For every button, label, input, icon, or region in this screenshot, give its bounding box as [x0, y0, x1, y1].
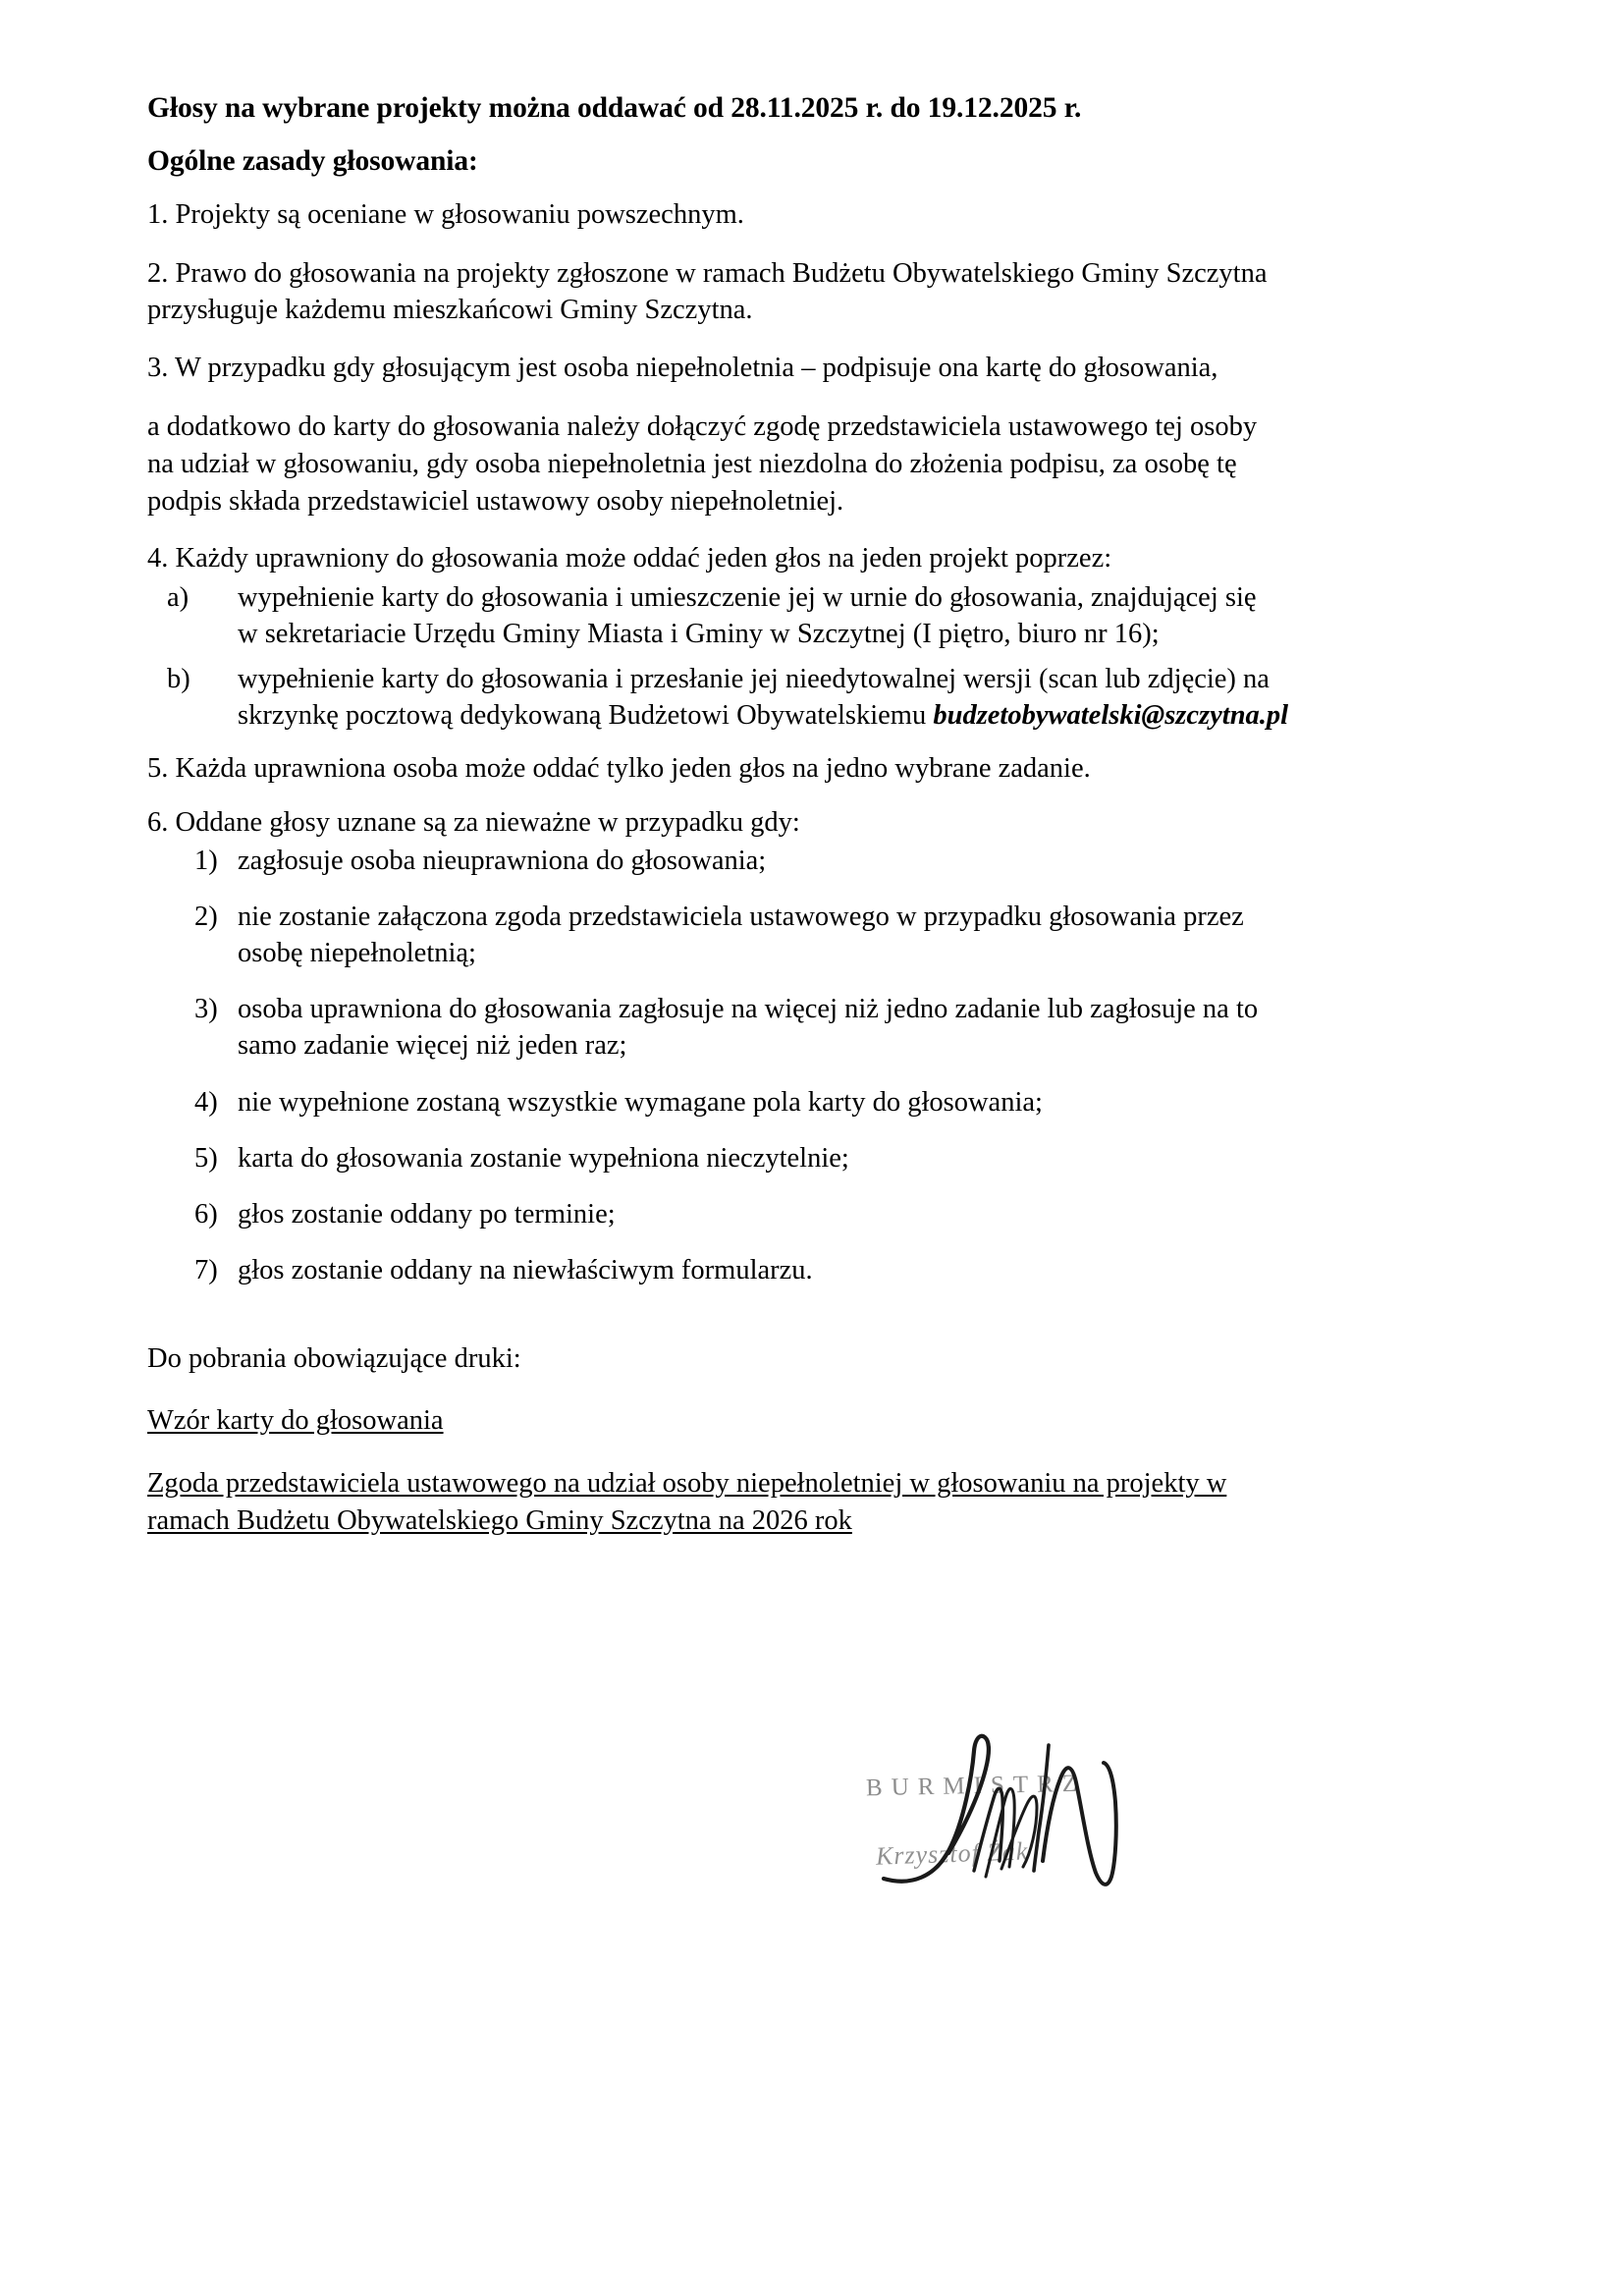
- voting-period-heading: Głosy na wybrane projekty można oddawać od 28.11.2025 r. do 19.12.2025 r.: [147, 92, 1082, 124]
- invalid-reason-5: [147, 1140, 1478, 1176]
- general-rules-heading: Ogólne zasady głosowania:: [147, 144, 478, 177]
- list-marker-7: 7): [194, 1254, 218, 1285]
- rule-5-paragraph: 5. Każda uprawniona osoba może oddać tylko jeden głos na jedno wybrane zadanie.: [147, 753, 1091, 785]
- list-marker-b: b): [167, 663, 190, 694]
- voting-method-b-line-2: [238, 697, 1478, 734]
- list-marker-4: 4): [194, 1086, 218, 1118]
- list-marker-2: 2): [194, 902, 218, 933]
- voting-method-a: [147, 579, 1478, 653]
- list-marker-a: a): [167, 581, 189, 613]
- budget-email-address[interactable]: budzetobywatelski@szczytna.pl: [933, 699, 1289, 731]
- voting-method-b-text: [238, 661, 1478, 735]
- rule-3-continuation: [147, 409, 1478, 520]
- downloads-intro: Do pobrania obowiązujące druki:: [147, 1342, 521, 1374]
- invalid-reason-2-line-2: osobę niepełnoletnią;: [238, 938, 476, 969]
- download-link-guardian-consent-line-1: Zgoda przedstawiciela ustawowego na udział osoby niepełnoletniej w głosowaniu na projekty w: [147, 1468, 1227, 1500]
- rule-3-cont-line-2: na udział w głosowaniu, gdy osoba niepełnoletnia jest niezdolna do złożenia podpisu, za osobę tę: [147, 448, 1237, 479]
- invalid-reason-7: [147, 1252, 1478, 1288]
- voting-method-a-line-2: w sekretariacie Urzędu Gminy Miasta i Gminy w Szczytnej (I piętro, biuro nr 16);: [238, 619, 1160, 650]
- stamp-title-burmistrz: BURMISTRZ: [865, 1770, 1087, 1802]
- voting-methods-list: [147, 579, 1478, 734]
- invalid-reason-1-line-1: zagłosuje osoba nieuprawniona do głosowania;: [238, 846, 767, 877]
- handwritten-signature-icon: [854, 1704, 1198, 1920]
- signature-block: [854, 1704, 1198, 1920]
- invalid-vote-reasons-list: [147, 843, 1478, 1287]
- list-marker-5: 5): [194, 1142, 218, 1174]
- list-marker-1: 1): [194, 846, 218, 877]
- invalid-reason-2-text: [238, 899, 1478, 971]
- rule-3-lead-paragraph: 3. W przypadku gdy głosującym jest osoba niepełnoletnia – podpisuje ona kartę do głosowania,: [147, 353, 1218, 384]
- voting-method-b-line-2-prefix: skrzynkę pocztową dedykowaną Budżetowi Obywatelskiemu: [238, 699, 934, 731]
- downloads-section: [147, 1342, 1478, 1540]
- rule-2-line-1: 2. Prawo do głosowania na projekty zgłoszone w ramach Budżetu Obywatelskiego Gminy Szczytna: [147, 257, 1268, 289]
- list-marker-3: 3): [194, 994, 218, 1025]
- invalid-reason-3-line-1: osoba uprawniona do głosowania zagłosuje na więcej niż jedno zadanie lub zagłosuje na to: [238, 994, 1259, 1025]
- download-link-guardian-consent[interactable]: [147, 1465, 1478, 1540]
- invalid-reason-5-text: [238, 1140, 1478, 1176]
- rule-3-cont-line-3: podpis składa przedstawiciel ustawowy osoby niepełnoletniej.: [147, 485, 844, 517]
- invalid-reason-7-line-1: głos zostanie oddany na niewłaściwym formularzu.: [238, 1254, 813, 1285]
- rule-3-cont-line-1: a dodatkowo do karty do głosowania należy dołączyć zgodę przedstawiciela ustawowego tej osoby: [147, 410, 1258, 442]
- invalid-reason-5-line-1: karta do głosowania zostanie wypełniona nieczytelnie;: [238, 1142, 849, 1174]
- voting-method-a-line-1: wypełnienie karty do głosowania i umieszczenie jej w urnie do głosowania, znajdującej się: [238, 581, 1257, 613]
- voting-method-a-text: [238, 579, 1478, 653]
- list-marker-6: 6): [194, 1198, 218, 1230]
- rule-2-line-2: przysługuje każdemu mieszkańcowi Gminy Szczytna.: [147, 295, 753, 326]
- invalid-reason-4-line-1: nie wypełnione zostaną wszystkie wymagane pola karty do głosowania;: [238, 1086, 1043, 1118]
- rule-1-paragraph: 1. Projekty są oceniane w głosowaniu powszechnym.: [147, 199, 744, 230]
- invalid-reason-7-text: [238, 1252, 1478, 1288]
- rule-4-paragraph: 4. Każdy uprawniony do głosowania może oddać jeden głos na jeden projekt poprzez:: [147, 543, 1112, 574]
- download-link-guardian-consent-line-2: ramach Budżetu Obywatelskiego Gminy Szczytna na 2026 rok: [147, 1504, 852, 1536]
- invalid-reason-4-text: [238, 1084, 1478, 1121]
- invalid-reason-6: [147, 1196, 1478, 1232]
- invalid-reason-3-line-2: samo zadanie więcej niż jeden raz;: [238, 1030, 627, 1062]
- invalid-reason-2-line-1: nie zostanie załączona zgoda przedstawiciela ustawowego w przypadku głosowania przez: [238, 902, 1244, 933]
- invalid-reason-1-text: [238, 843, 1478, 879]
- download-link-voting-card[interactable]: Wzór karty do głosowania: [147, 1405, 444, 1437]
- invalid-reason-6-line-1: głos zostanie oddany po terminie;: [238, 1198, 616, 1230]
- invalid-reason-1: [147, 843, 1478, 879]
- invalid-reason-6-text: [238, 1196, 1478, 1232]
- rule-6-paragraph: 6. Oddane głosy uznane są za nieważne w przypadku gdy:: [147, 806, 800, 838]
- invalid-reason-3-text: [238, 991, 1478, 1064]
- voting-method-b: [147, 661, 1478, 735]
- stamp-name-mayor: Krzysztof Żak: [875, 1836, 1029, 1871]
- document-body: [147, 94, 1478, 1540]
- invalid-reason-3: [147, 991, 1478, 1064]
- invalid-reason-2: [147, 899, 1478, 971]
- rule-2-paragraph: [147, 255, 1478, 330]
- invalid-reason-4: [147, 1084, 1478, 1121]
- voting-method-b-line-1: wypełnienie karty do głosowania i przesłanie jej nieedytowalnej wersji (scan lub zdjęcie) na: [238, 663, 1270, 694]
